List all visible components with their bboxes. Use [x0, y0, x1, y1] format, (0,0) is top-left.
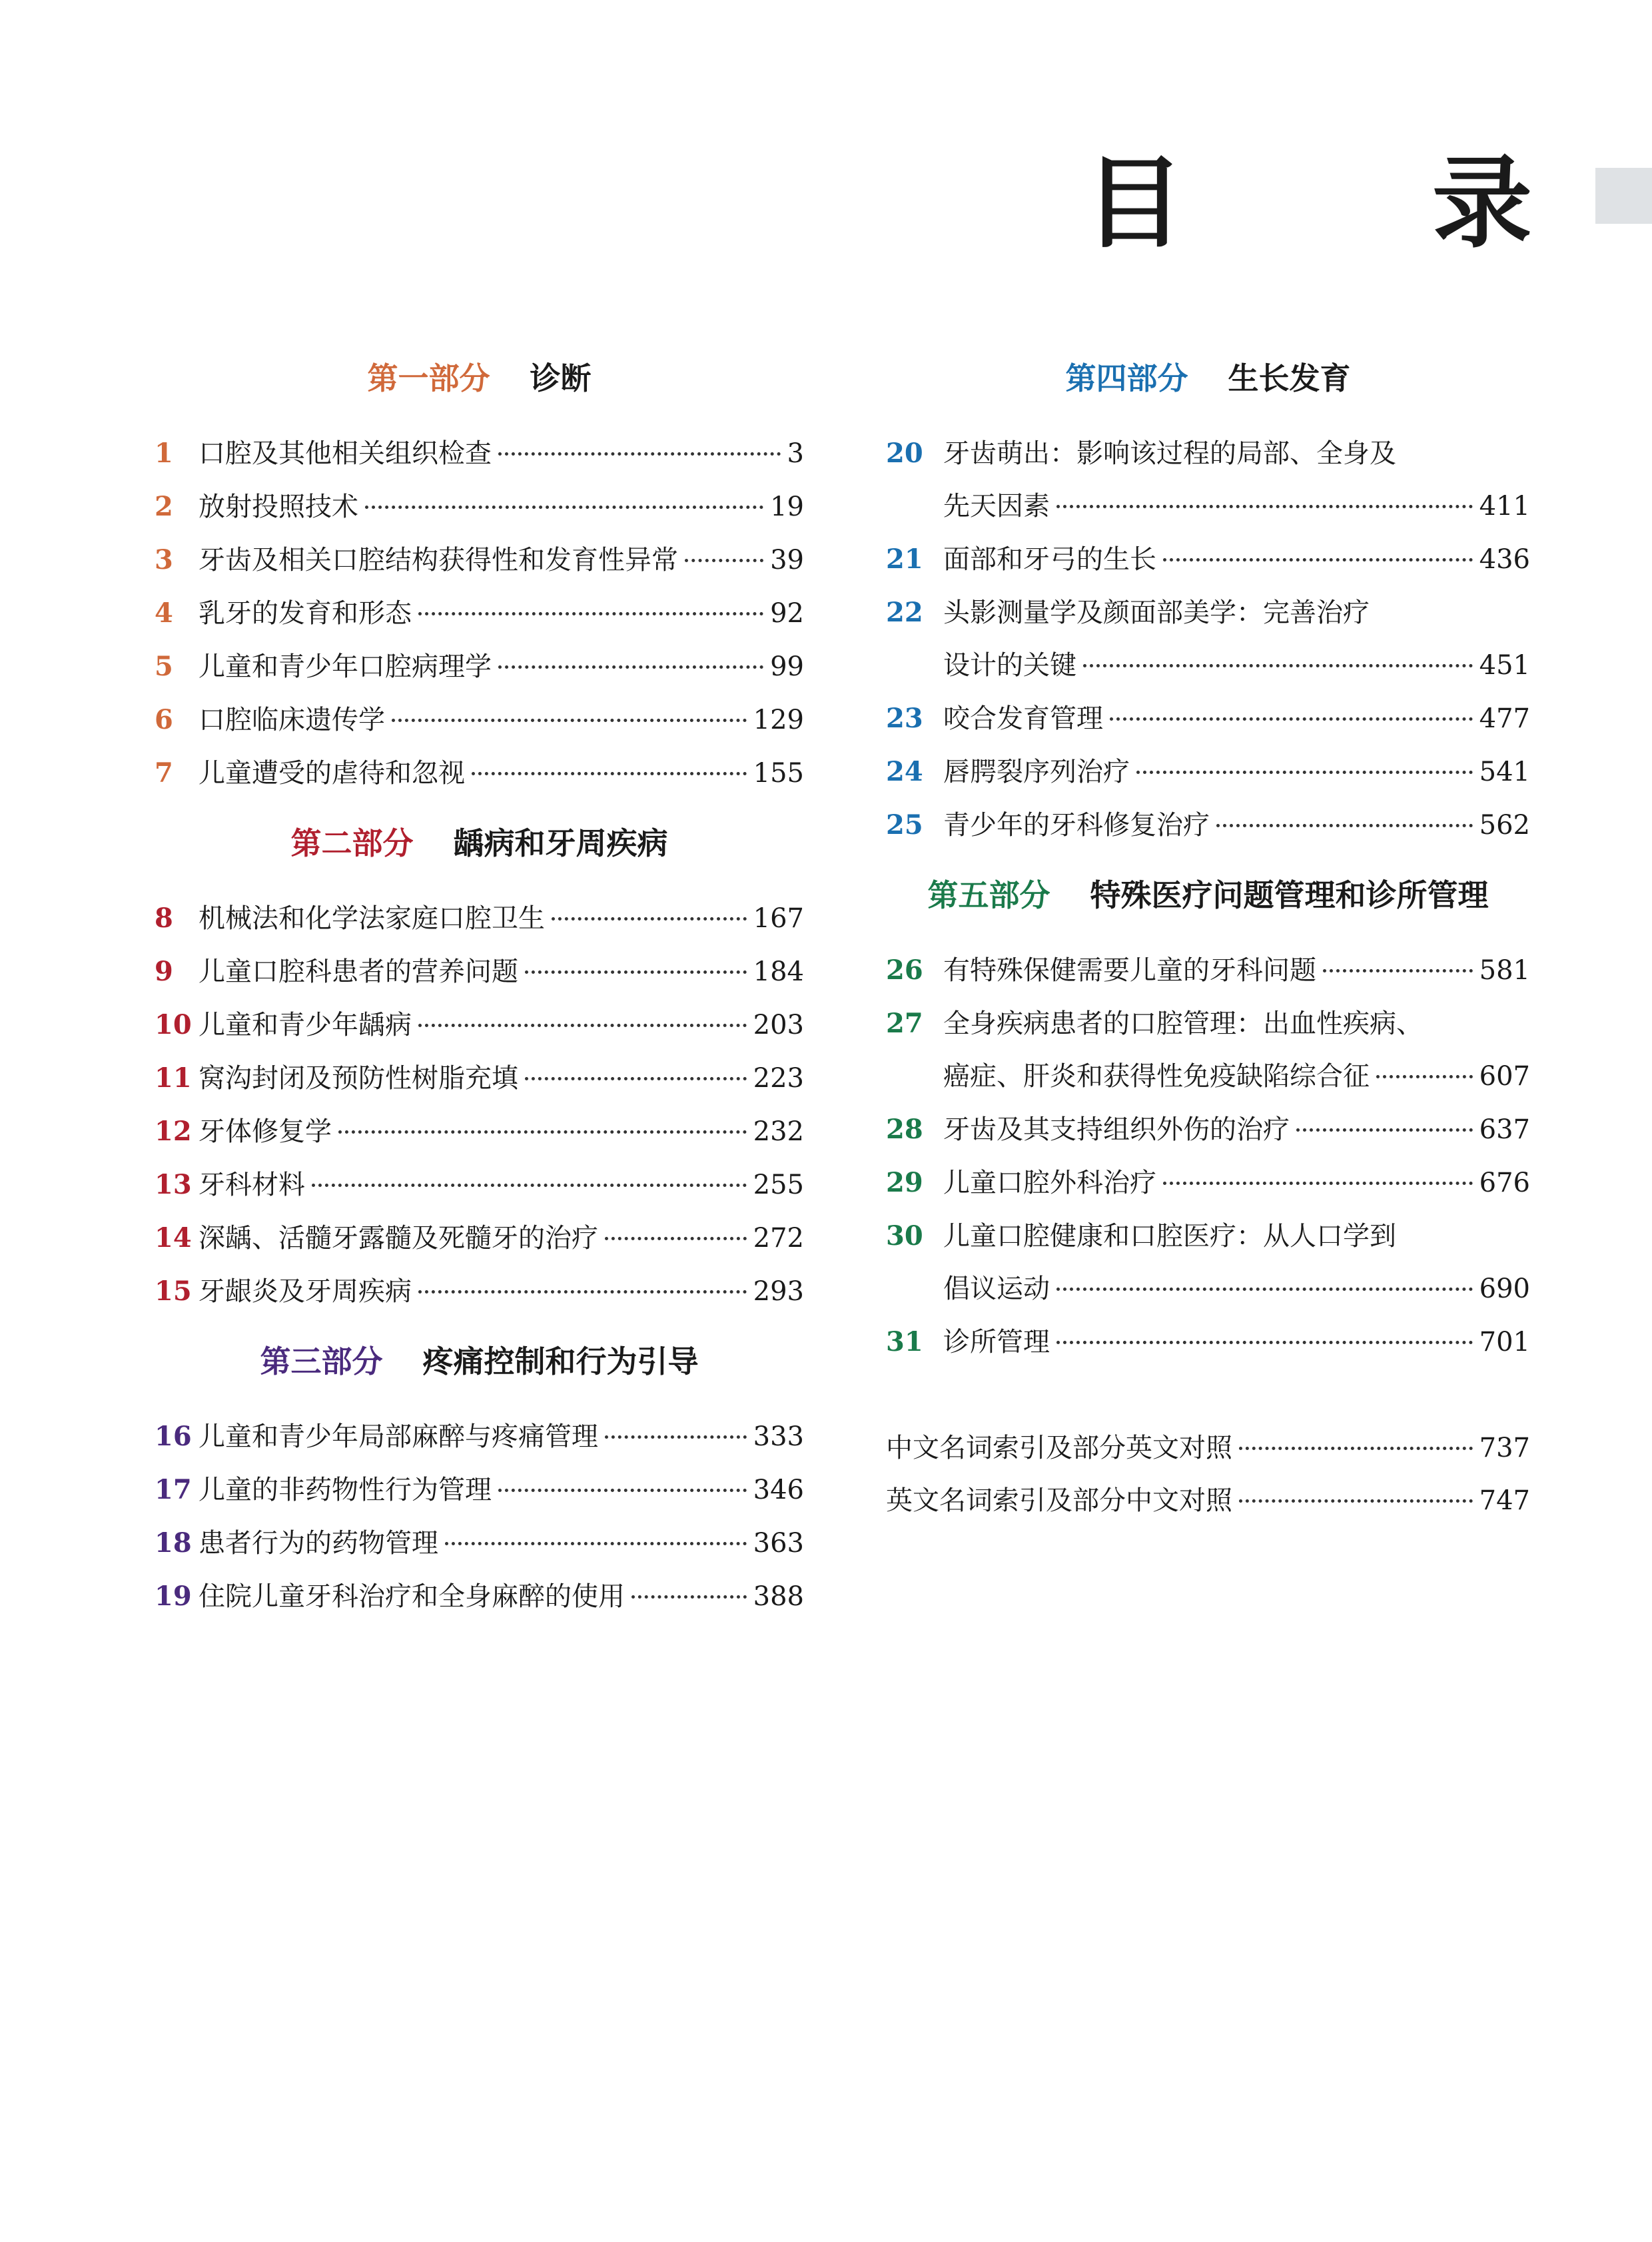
page-number: 272 [753, 1223, 804, 1254]
toc-entry[interactable] [155, 1265, 804, 1318]
dot-leader [472, 772, 747, 775]
toc-entry-continuation[interactable] [886, 480, 1530, 533]
chapter-number: 26 [886, 954, 923, 986]
chapter-title: 中文名词索引及部分英文对照 [886, 1433, 1232, 1463]
chapter-number: 21 [886, 544, 923, 575]
page-number: 167 [753, 903, 804, 934]
index-entries [886, 1422, 1530, 1527]
dot-leader [1056, 505, 1473, 508]
toc-entry[interactable] [886, 1156, 1530, 1210]
page-number: 451 [1479, 650, 1530, 681]
chapter-number: 3 [155, 544, 173, 575]
chapter-title-continued: 癌症、肝炎和获得性免疫缺陷综合征 [943, 1061, 1370, 1092]
dot-leader [1136, 771, 1473, 774]
chapter-number: 9 [155, 956, 173, 987]
page-number: 232 [753, 1116, 804, 1147]
chapter-number: 22 [886, 597, 923, 628]
dot-leader [685, 559, 763, 562]
part-heading-5 [886, 877, 1530, 913]
part-2-entries [155, 892, 804, 1318]
chapter-number: 23 [886, 703, 923, 734]
toc-left-column [155, 360, 804, 1651]
page-number: 129 [753, 705, 804, 735]
chapter-title: 儿童口腔外科治疗 [943, 1168, 1156, 1198]
dot-leader [552, 917, 747, 921]
page-number: 184 [753, 956, 804, 987]
dot-leader [498, 1489, 747, 1492]
dot-leader [445, 1542, 747, 1545]
part-4-entries [886, 427, 1530, 852]
dot-leader [1323, 969, 1473, 972]
toc-entry[interactable] [886, 427, 1530, 480]
chapter-number: 24 [886, 756, 923, 787]
part-1-entries [155, 427, 804, 800]
toc-entry[interactable] [886, 997, 1530, 1050]
page-number: 19 [770, 492, 804, 522]
chapter-title: 机械法和化学法家庭口腔卫生 [199, 903, 545, 934]
chapter-title-continued: 先天因素 [943, 491, 1050, 522]
chapter-title: 面部和牙弓的生长 [943, 544, 1156, 575]
toc-entry[interactable] [886, 1475, 1530, 1527]
chapter-title: 口腔及其他相关组织检查 [199, 438, 492, 469]
page-number: 676 [1479, 1168, 1530, 1198]
dot-leader [1376, 1075, 1473, 1078]
dot-leader [525, 1077, 747, 1080]
toc-entry[interactable] [886, 1422, 1530, 1475]
chapter-number: 31 [886, 1326, 923, 1357]
chapter-title: 青少年的牙科修复治疗 [943, 810, 1210, 841]
chapter-title: 儿童的非药物性行为管理 [199, 1475, 492, 1505]
dot-leader [498, 665, 763, 669]
dot-leader [631, 1595, 747, 1599]
chapter-title: 儿童遭受的虐待和忽视 [199, 758, 465, 789]
toc-entry[interactable] [886, 1210, 1530, 1263]
page-number: 255 [753, 1170, 804, 1200]
chapter-number: 2 [155, 491, 173, 522]
chapter-number: 15 [155, 1276, 192, 1307]
part-title: 龋病和牙周疾病 [453, 825, 668, 861]
toc-entry[interactable] [886, 1315, 1530, 1369]
toc-entry[interactable] [155, 1158, 804, 1212]
page-number: 701 [1479, 1327, 1530, 1357]
page-number: 436 [1479, 544, 1530, 575]
chapter-number: 30 [886, 1220, 923, 1252]
toc-entry-continuation[interactable] [886, 1050, 1530, 1103]
chapter-title-continued: 设计的关键 [943, 650, 1076, 681]
dot-leader [1163, 558, 1473, 561]
part-label: 第二部分 [290, 825, 414, 861]
chapter-number: 13 [155, 1169, 192, 1200]
part-heading-3 [155, 1343, 804, 1379]
toc-entry[interactable] [155, 1463, 804, 1517]
page-number: 3 [787, 438, 804, 469]
chapter-number: 10 [155, 1009, 192, 1040]
dot-leader [498, 452, 781, 456]
toc-entry[interactable] [155, 640, 804, 693]
chapter-title: 牙龈炎及牙周疾病 [199, 1276, 412, 1307]
page-number: 293 [753, 1276, 804, 1307]
chapter-title: 住院儿童牙科治疗和全身麻醉的使用 [199, 1581, 625, 1612]
chapter-title: 深龋、活髓牙露髓及死髓牙的治疗 [199, 1223, 598, 1254]
dot-leader [1110, 717, 1473, 721]
dot-leader [1239, 1499, 1473, 1503]
part-label: 第一部分 [367, 360, 490, 396]
toc-entry[interactable] [155, 1517, 804, 1570]
part-heading-1 [155, 360, 804, 396]
chapter-title: 窝沟封闭及预防性树脂充填 [199, 1063, 518, 1094]
toc-entry[interactable] [155, 480, 804, 534]
chapter-number: 11 [155, 1062, 192, 1094]
toc-entry[interactable] [886, 745, 1530, 799]
dot-leader [525, 970, 747, 974]
toc-entry[interactable] [155, 945, 804, 998]
dot-leader [605, 1435, 747, 1439]
page-number: 607 [1479, 1061, 1530, 1092]
chapter-title: 牙齿及其支持组织外伤的治疗 [943, 1114, 1290, 1145]
toc-entry[interactable] [155, 1105, 804, 1158]
toc-entry[interactable] [886, 799, 1530, 852]
dot-leader [338, 1130, 747, 1134]
part-title: 诊断 [530, 360, 592, 396]
toc-entry[interactable] [155, 587, 804, 640]
dot-leader [1296, 1128, 1473, 1132]
chapter-title: 乳牙的发育和形态 [199, 598, 412, 629]
chapter-title: 儿童和青少年口腔病理学 [199, 651, 492, 682]
page-number: 411 [1479, 491, 1530, 522]
page-number: 333 [753, 1421, 804, 1452]
part-title: 生长发育 [1228, 360, 1351, 396]
part-5-entries [886, 944, 1530, 1369]
page-number: 363 [753, 1528, 804, 1559]
toc-entry[interactable] [886, 944, 1530, 997]
dot-leader [1163, 1182, 1473, 1185]
part-label: 第五部分 [927, 877, 1050, 913]
page-number: 477 [1479, 703, 1530, 734]
chapter-number: 16 [155, 1421, 192, 1452]
page-number: 203 [753, 1010, 804, 1040]
chapter-number: 29 [886, 1167, 923, 1198]
dot-leader [1083, 664, 1473, 667]
chapter-title: 牙科材料 [199, 1170, 305, 1200]
toc-entry[interactable] [155, 534, 804, 587]
toc-entry[interactable] [155, 427, 804, 480]
chapter-title: 儿童口腔科患者的营养问题 [199, 956, 518, 987]
toc-entry[interactable] [155, 998, 804, 1052]
dot-leader [418, 1024, 747, 1027]
chapter-number: 18 [155, 1527, 192, 1559]
dot-leader [418, 612, 763, 615]
toc-entry[interactable] [155, 1410, 804, 1463]
page-number: 541 [1479, 757, 1530, 787]
chapter-number: 14 [155, 1222, 192, 1254]
chapter-title: 有特殊保健需要儿童的牙科问题 [943, 955, 1316, 986]
part-3-entries [155, 1410, 804, 1623]
chapter-title: 牙齿萌出：影响该过程的局部、全身及 [943, 438, 1396, 469]
chapter-number: 5 [155, 651, 173, 682]
chapter-number: 19 [155, 1581, 192, 1612]
part-heading-4 [886, 360, 1530, 396]
chapter-title: 英文名词索引及部分中文对照 [886, 1485, 1232, 1516]
part-title: 特殊医疗问题管理和诊所管理 [1090, 877, 1489, 913]
chapter-number: 25 [886, 809, 923, 841]
chapter-number: 8 [155, 903, 173, 934]
chapter-title: 放射投照技术 [199, 492, 358, 522]
toc-right-column [886, 360, 1530, 1527]
chapter-title: 牙齿及相关口腔结构获得性和发育性异常 [199, 545, 678, 575]
chapter-number: 20 [886, 438, 923, 469]
chapter-title: 头影测量学及颜面部美学：完善治疗 [943, 597, 1370, 628]
page-number: 562 [1479, 810, 1530, 841]
chapter-title: 诊所管理 [943, 1327, 1050, 1357]
toc-entry[interactable] [155, 892, 804, 945]
chapter-title-continued: 倡议运动 [943, 1274, 1050, 1304]
dot-leader [392, 719, 747, 722]
page-number: 155 [753, 758, 804, 789]
page-number: 637 [1479, 1114, 1530, 1145]
page-number: 388 [753, 1581, 804, 1612]
part-title: 疼痛控制和行为引导 [422, 1343, 699, 1379]
page-number: 690 [1479, 1274, 1530, 1304]
toc-entry[interactable] [155, 1212, 804, 1265]
chapter-title: 儿童和青少年龋病 [199, 1010, 412, 1040]
chapter-number: 28 [886, 1114, 923, 1145]
dot-leader [418, 1290, 747, 1294]
toc-entry-continuation[interactable] [886, 639, 1530, 692]
page-number: 223 [753, 1063, 804, 1094]
dot-leader [312, 1184, 747, 1187]
chapter-number: 7 [155, 757, 173, 789]
chapter-title: 全身疾病患者的口腔管理：出血性疾病、 [943, 1008, 1423, 1039]
chapter-number: 6 [155, 704, 173, 735]
dot-leader [1056, 1288, 1473, 1291]
dot-leader [1056, 1341, 1473, 1344]
toc-entry[interactable] [155, 1570, 804, 1623]
dot-leader [605, 1237, 747, 1240]
page-number: 99 [770, 651, 804, 682]
chapter-title: 口腔临床遗传学 [199, 705, 385, 735]
toc-entry[interactable] [886, 533, 1530, 586]
chapter-title: 唇腭裂序列治疗 [943, 757, 1130, 787]
chapter-number: 27 [886, 1008, 923, 1039]
page-number: 737 [1479, 1433, 1530, 1463]
toc-entry[interactable] [886, 1103, 1530, 1156]
toc-entry[interactable] [886, 692, 1530, 745]
part-label: 第四部分 [1065, 360, 1188, 396]
toc-entry[interactable] [886, 586, 1530, 639]
dot-leader [1239, 1447, 1473, 1450]
dot-leader [365, 506, 763, 509]
page-number: 39 [770, 545, 804, 575]
part-heading-2 [155, 825, 804, 861]
chapter-title: 咬合发育管理 [943, 703, 1103, 734]
chapter-title: 儿童口腔健康和口腔医疗：从人口学到 [943, 1221, 1396, 1252]
chapter-number: 17 [155, 1474, 192, 1505]
toc-entry[interactable] [155, 747, 804, 800]
part-label: 第三部分 [260, 1343, 383, 1379]
chapter-number: 12 [155, 1116, 192, 1147]
page-number: 581 [1479, 955, 1530, 986]
page-title: 目 录 [1084, 145, 1639, 262]
page-number: 747 [1479, 1485, 1530, 1516]
toc-entry[interactable] [155, 693, 804, 747]
chapter-title: 患者行为的药物管理 [199, 1528, 438, 1559]
page-number: 346 [753, 1475, 804, 1505]
toc-entry[interactable] [155, 1052, 804, 1105]
page-number: 92 [770, 598, 804, 629]
dot-leader [1216, 824, 1473, 827]
chapter-number: 4 [155, 597, 173, 629]
chapter-title: 牙体修复学 [199, 1116, 332, 1147]
chapter-title: 儿童和青少年局部麻醉与疼痛管理 [199, 1421, 598, 1452]
toc-entry-continuation[interactable] [886, 1263, 1530, 1315]
chapter-number: 1 [155, 438, 173, 469]
